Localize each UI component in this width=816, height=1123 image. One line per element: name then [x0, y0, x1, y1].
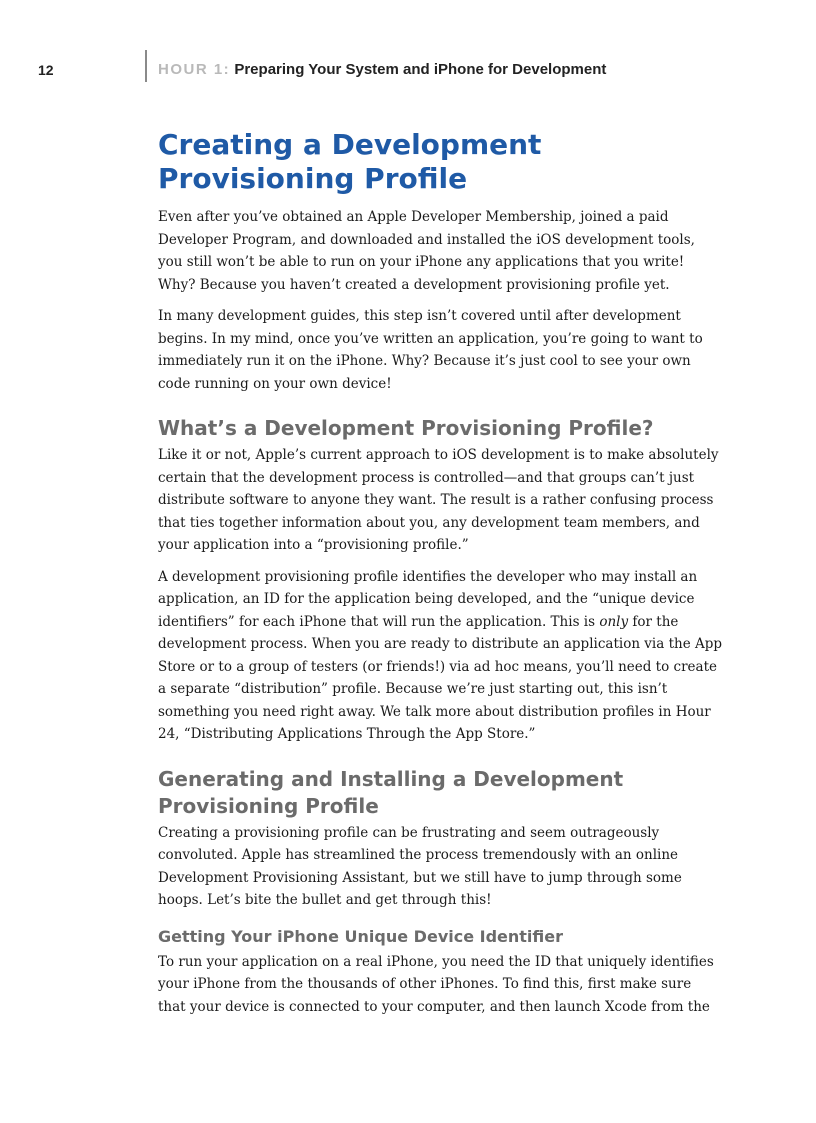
subsubsection-title: Getting Your iPhone Unique Device Identifier [158, 926, 564, 946]
paragraph: Like it or not, Apple’s current approach to iOS development is to make absolutely certain that the development process is controlled—and that groups can’t just distribute software to anyone they want. The result is a rather confusing process that ties together information about you, any development team members, and your application into a “provisioning profile.” [158, 447, 719, 553]
paragraph: Even after you’ve obtained an Apple Developer Membership, joined a paid Developer Program, and downloaded and installed the iOS development tools, you still won’t be able to run on your iPhone any applications that you write! Why? Because you haven’t created a development provisioning profile yet. [158, 209, 695, 293]
subsection-title: What’s a Development Provisioning Profile? [158, 416, 654, 440]
emphasis-text: only [599, 613, 629, 630]
paragraph-text: A development provisioning profile identifies the developer who may install an application, an ID for the application being developed, and the “unique device identifiers” for each iPhone that will run the application. This is [158, 568, 698, 630]
page-number: 12 [38, 62, 54, 78]
paragraph [158, 566, 723, 746]
chapter-title: Preparing Your System and iPhone for Development [234, 61, 607, 78]
paragraph-text: for the development process. When you are ready to distribute an application via the App Store or to a group of testers (or friends!) via ad hoc means, you’ll need to create a separate “distribution” profile. Because we’re just starting out, this isn’t something you need right away. We talk more about distribution profiles in Hour 24, “Distributing Applications Through the App Store.” [158, 613, 723, 742]
hour-label: HOUR 1: [158, 61, 231, 78]
subsection-title: Generating and Installing a Development Provisioning Profile [158, 766, 624, 818]
running-head [158, 61, 606, 78]
header-divider [145, 50, 147, 82]
paragraph: Creating a provisioning profile can be frustrating and seem outrageously convoluted. Apple has streamlined the process tremendously with an online Development Provisioning Assistant, but we still have to jump through some hoops. Let’s bite the bullet and get through this! [158, 824, 682, 908]
page-content [158, 128, 723, 1027]
paragraph: In many development guides, this step isn’t covered until after development begins. In my mind, once you’ve written an application, you’re going to want to immediately run it on the iPhone. Why? Because it’s just cool to see your own code running on your own device! [158, 308, 703, 392]
section-title: Creating a Development Provisioning Profile [158, 128, 542, 195]
paragraph: To run your application on a real iPhone, you need the ID that uniquely identifies your iPhone from the thousands of other iPhones. To find this, first make sure that your device is connected to your computer, and then launch Xcode from the [158, 953, 714, 1015]
